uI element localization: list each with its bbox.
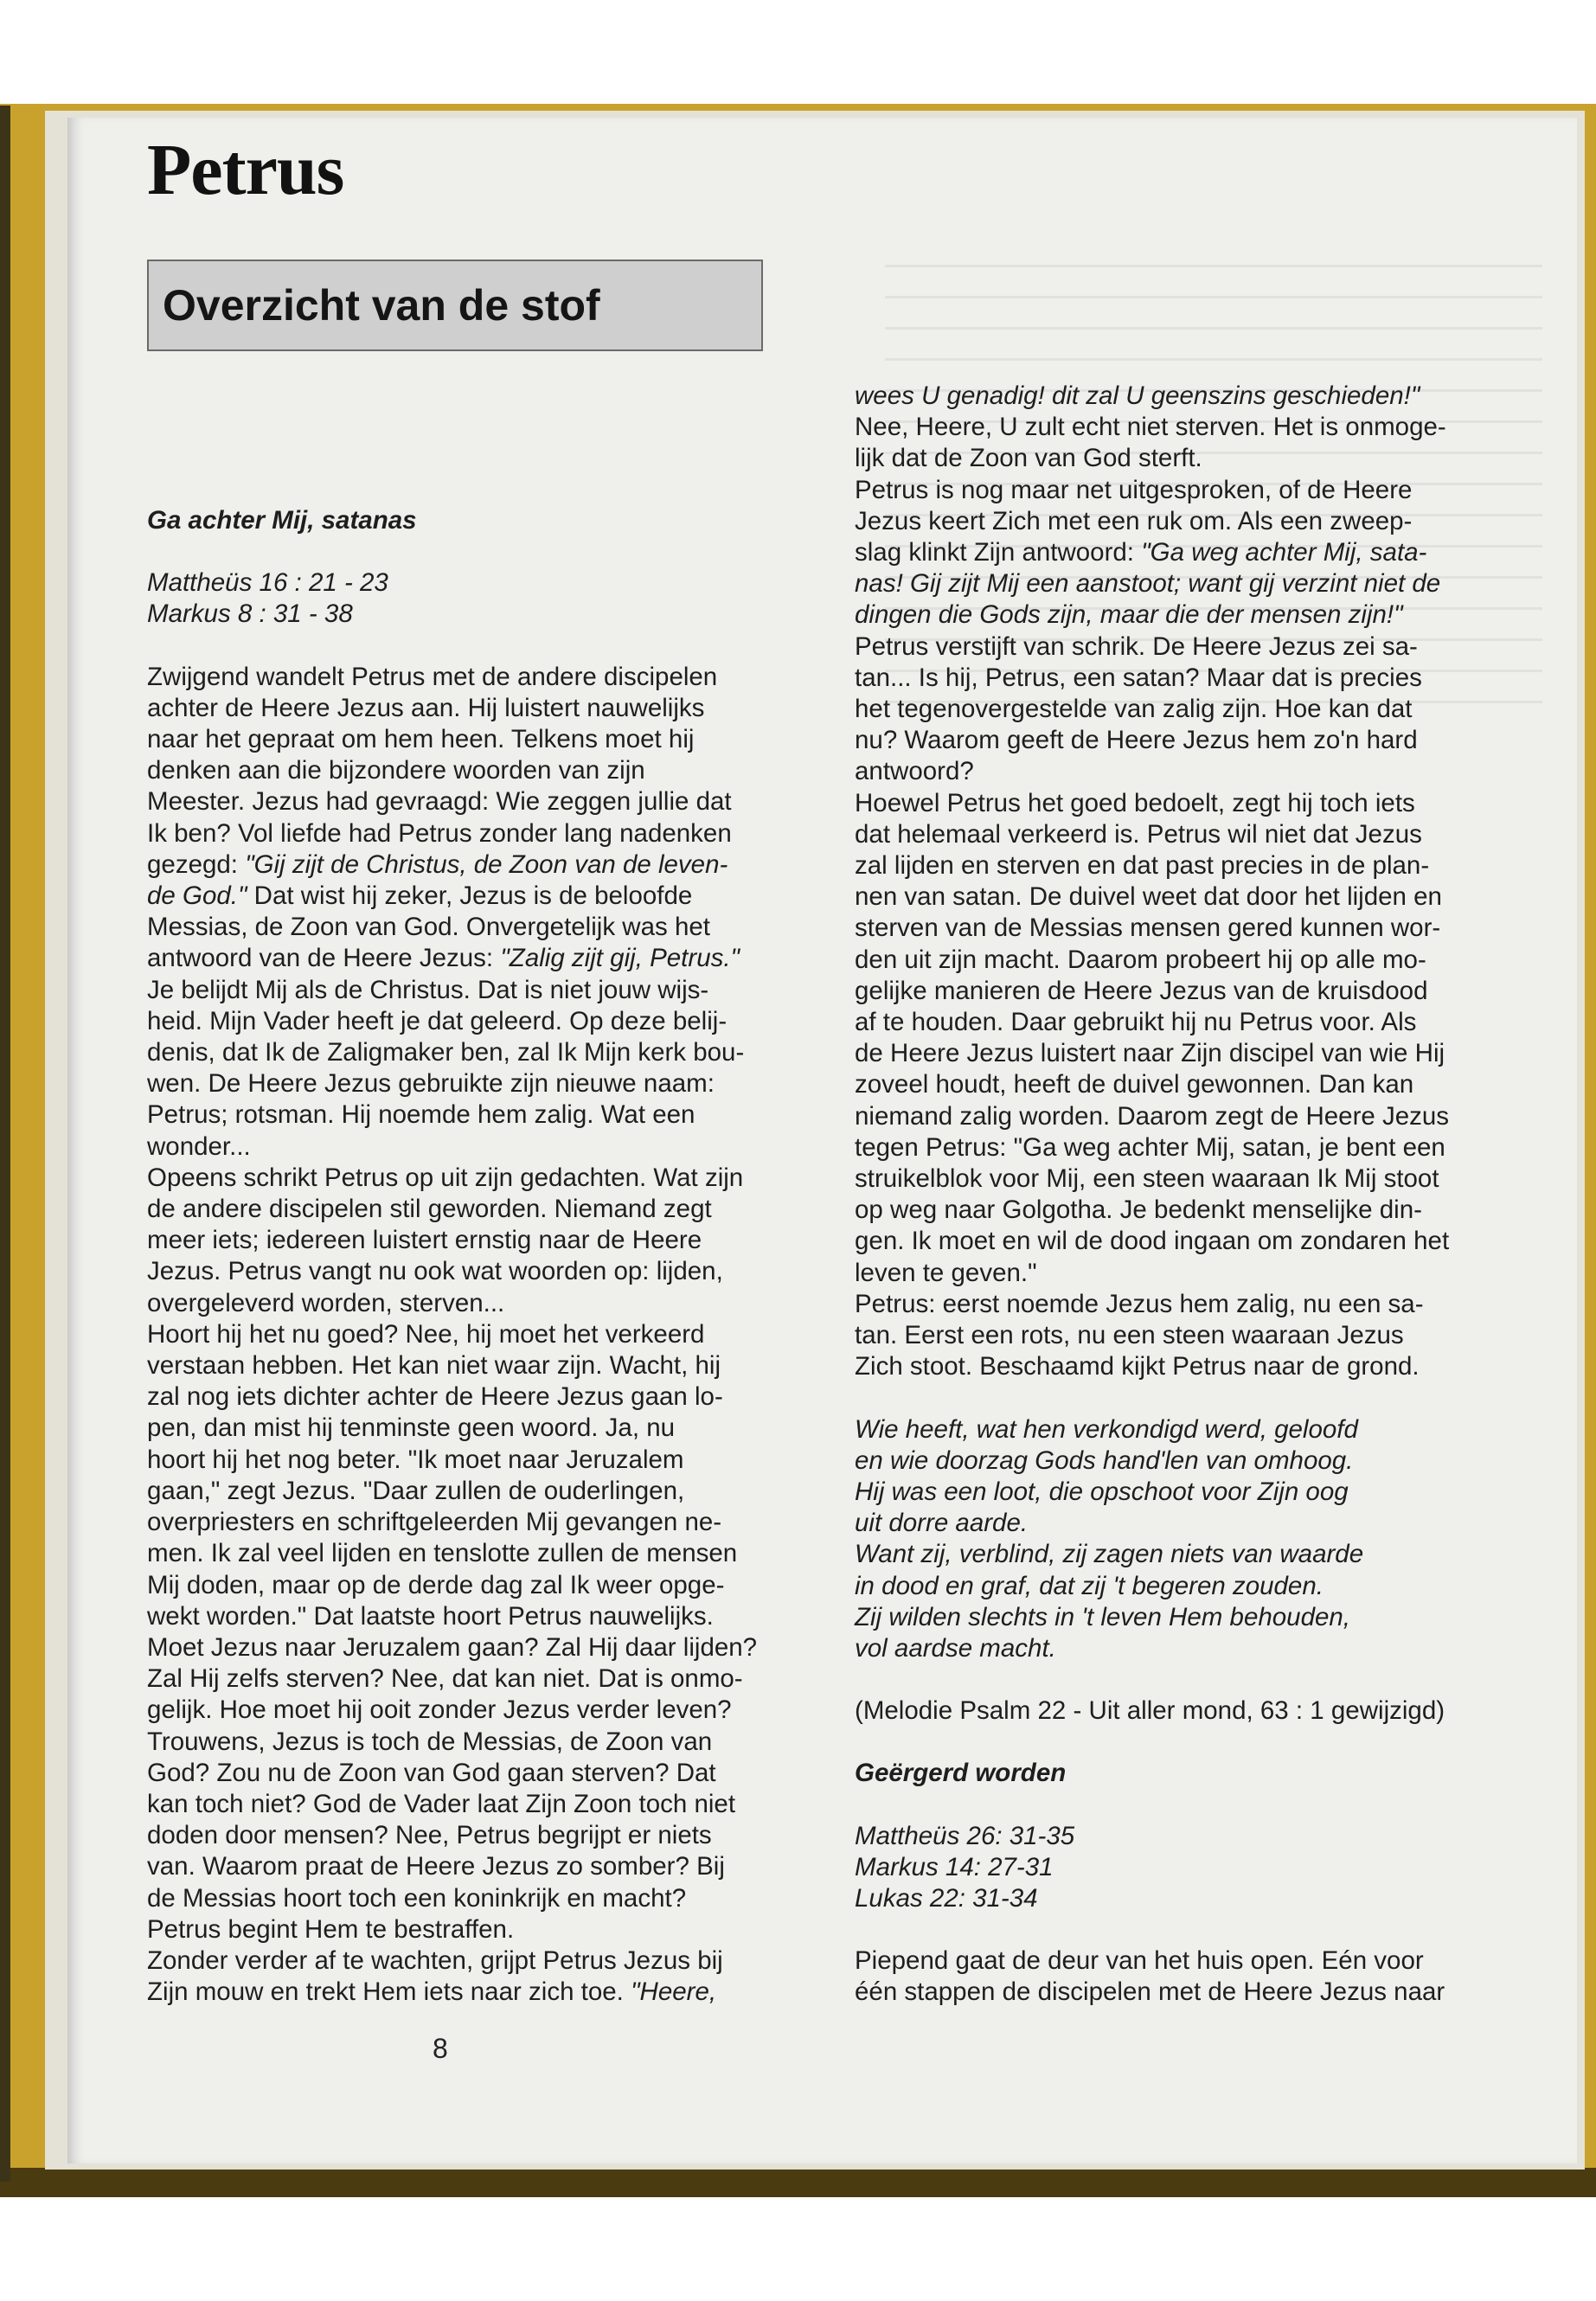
text-line [147, 1727, 804, 1758]
text-line [855, 1945, 1547, 1977]
bible-reference: Lukas 22: 31-34 [855, 1883, 1038, 1913]
text-segment: Zich stoot. Beschaamd kijkt Petrus naar de grond. [855, 1352, 1420, 1381]
text-line [147, 1851, 804, 1882]
text-segment: het tegenovergestelde van zalig zijn. Hoe kan dat [855, 695, 1413, 724]
left-text-column [147, 505, 804, 2008]
text-segment: wekt worden." Dat laatste hoort Petrus nauwelijks. [147, 1601, 714, 1631]
italic-text: "Ga weg achter Mij, sata- [1141, 538, 1427, 567]
text-line [855, 412, 1547, 443]
text-segment: zal lijden en sterven en dat past precies in de plan- [855, 851, 1430, 881]
text-segment: Messias, de Zoon van God. Onvergetelijk was het [147, 913, 710, 942]
text-line [147, 1225, 804, 1256]
text-segment: Hoort hij het nu goed? Nee, hij moet het verkeerd [147, 1319, 705, 1349]
text-line [855, 756, 1547, 787]
text-line [147, 1914, 804, 1945]
page-number: 8 [433, 2033, 448, 2064]
bible-reference: Markus 8 : 31 - 38 [147, 599, 353, 629]
text-line [855, 945, 1547, 976]
text-segment: Jezus keert Zich met een ruk om. Als een zweep- [855, 506, 1413, 535]
text-segment: Piepend gaat de deur van het huis open. Eén voor [855, 1946, 1424, 1976]
text-segment: Petrus is nog maar net uitgesproken, of de Heere [855, 475, 1413, 504]
text-line [855, 475, 1547, 506]
paragraph-gap [147, 536, 804, 567]
text-line [855, 1258, 1547, 1289]
text-line [147, 786, 804, 817]
text-segment: lijk dat de Zoon van God sterft. [855, 444, 1202, 473]
text-segment: naar het gepraat om hem heen. Telkens moet hij [147, 725, 695, 754]
bible-reference: Mattheüs 16 : 21 - 23 [147, 568, 388, 598]
text-line [855, 1633, 1547, 1664]
text-line [855, 1695, 1547, 1727]
text-segment: gelijk. Hoe moet hij ooit zonder Jezus verder leven? [147, 1695, 732, 1725]
text-line [147, 1789, 804, 1820]
text-line [855, 631, 1547, 663]
italic-text: "Gij zijt de Christus, de Zoon van de leven- [245, 849, 728, 879]
bible-reference: Markus 14: 27-31 [855, 1852, 1054, 1881]
text-line [855, 506, 1547, 537]
text-line [855, 1195, 1547, 1226]
text-segment: meer iets; iedereen luistert ernstig naar de Heere [147, 1226, 702, 1255]
text-line [855, 1477, 1547, 1508]
text-segment: men. Ik zal veel lijden en tenslotte zullen de mensen [147, 1539, 738, 1568]
text-line [147, 818, 804, 849]
text-segment: Zijn mouw en trekt Hem iets naar zich toe. [147, 1977, 631, 2007]
text-line [855, 1414, 1547, 1445]
text-segment: Petrus verstijft van schrik. De Heere Jezus zei sa- [855, 631, 1418, 661]
text-line [147, 1570, 804, 1601]
text-line [147, 1695, 804, 1726]
text-line [147, 1037, 804, 1068]
text-line [855, 913, 1547, 944]
text-line [147, 912, 804, 943]
text-segment: pen, dan mist hij tenminste geen woord. Ja, nu [147, 1413, 676, 1443]
text-segment: Meester. Jezus had gevraagd: Wie zeggen jullie dat [147, 787, 732, 817]
italic-text: "Heere, [631, 1977, 717, 2007]
italic-text: "Zalig zijt gij, Petrus." [500, 944, 740, 973]
text-segment: denis, dat Ik de Zaligmaker ben, zal Ik Mijn kerk bou- [147, 1038, 745, 1067]
text-line [147, 943, 804, 974]
paragraph-gap [147, 631, 804, 662]
scan-background [0, 0, 1596, 104]
text-segment: kan toch niet? God de Vader laat Zijn Zoon toch niet [147, 1789, 736, 1818]
text-line [147, 1601, 804, 1632]
italic-text: Wie heeft, wat hen verkondigd werd, geloofd [855, 1414, 1358, 1444]
text-line [855, 788, 1547, 819]
text-line [147, 1445, 804, 1476]
text-line [855, 1320, 1547, 1351]
text-line [855, 1508, 1547, 1539]
text-line [147, 1663, 804, 1695]
text-segment: de andere discipelen stil geworden. Niemand zegt [147, 1195, 712, 1224]
text-segment: Nee, Heere, U zult echt niet sterven. Het is onmoge- [855, 413, 1446, 442]
text-segment: hoort hij het nog beter. "Ik moet naar Jeruzalem [147, 1445, 684, 1474]
text-line [147, 1820, 804, 1851]
text-line [147, 1945, 804, 1977]
text-line [855, 1132, 1547, 1163]
text-line [147, 1256, 804, 1287]
paragraph-gap [855, 1727, 1547, 1758]
text-segment: Mij doden, maar op de derde dag zal Ik weer opge- [147, 1570, 725, 1599]
italic-text: en wie doorzag Gods hand'len van omhoog. [855, 1445, 1354, 1475]
text-segment: zoveel houdt, heeft de duivel gewonnen. Dan kan [855, 1070, 1414, 1099]
text-line [855, 1226, 1547, 1257]
text-segment: wen. De Heere Jezus gebruikte zijn nieuwe naam: [147, 1069, 715, 1099]
italic-text: wees U genadig! dit zal U geenszins geschieden!" [855, 381, 1420, 410]
text-segment: slag klinkt Zijn antwoord: [855, 538, 1142, 567]
text-line [855, 881, 1547, 913]
text-segment: van. Waarom praat de Heere Jezus zo somber? Bij [147, 1852, 725, 1881]
text-line [855, 1069, 1547, 1100]
text-line [147, 975, 804, 1006]
text-line [147, 1288, 804, 1319]
text-line [147, 1163, 804, 1194]
page-title: Petrus [147, 130, 344, 210]
text-line [147, 1883, 804, 1914]
text-line [855, 1038, 1547, 1069]
text-segment: Trouwens, Jezus is toch de Messias, de Zoon van [147, 1727, 713, 1756]
text-segment: één stappen de discipelen met de Heere Jezus naar [855, 1977, 1445, 2007]
text-segment: Petrus: eerst noemde Jezus hem zalig, nu een sa- [855, 1289, 1424, 1318]
text-segment: gaan," zegt Jezus. "Daar zullen de ouderlingen, [147, 1476, 685, 1505]
text-line [855, 1539, 1547, 1570]
text-line [147, 1538, 804, 1569]
text-line [855, 819, 1547, 850]
text-line [855, 1289, 1547, 1320]
paragraph-gap [855, 1790, 1547, 1821]
subsection-heading: Ga achter Mij, satanas [147, 506, 417, 535]
text-segment: heid. Mijn Vader heeft je dat geleerd. Op deze belij- [147, 1006, 727, 1035]
text-line [855, 725, 1547, 756]
italic-text: nas! Gij zijt Mij een aanstoot; want gij verzint niet de [855, 569, 1441, 599]
text-line [147, 755, 804, 786]
text-line [147, 724, 804, 755]
text-segment: Moet Jezus naar Jeruzalem gaan? Zal Hij daar lijden? [147, 1632, 758, 1662]
text-line [855, 599, 1547, 631]
paragraph-gap [855, 1383, 1547, 1414]
text-segment: Petrus; rotsman. Hij noemde hem zalig. Wat een [147, 1100, 695, 1130]
text-line [855, 663, 1547, 694]
text-segment: gen. Ik moet en wil de dood ingaan om zondaren het [855, 1227, 1450, 1256]
text-segment: nen van satan. De duivel weet dat door het lijden en [855, 882, 1442, 912]
text-segment: antwoord van de Heere Jezus: [147, 944, 501, 973]
text-line [855, 1977, 1547, 2008]
section-heading-box [147, 260, 763, 351]
text-segment: achter de Heere Jezus aan. Hij luistert nauwelijks [147, 693, 705, 722]
italic-text: Hij was een loot, die opschoot voor Zijn oog [855, 1477, 1349, 1506]
text-line [147, 1131, 804, 1163]
text-segment: op weg naar Golgotha. Je bedenkt menselijke din- [855, 1195, 1422, 1225]
text-segment: Zwijgend wandelt Petrus met de andere discipelen [147, 662, 718, 691]
text-segment: antwoord? [855, 757, 974, 786]
paragraph-gap [855, 1914, 1547, 1945]
text-line [855, 537, 1547, 568]
text-line [147, 1507, 804, 1538]
text-line [147, 881, 804, 912]
text-segment: Dat wist hij zeker, Jezus is de beloofde [247, 881, 693, 911]
text-segment: tan... Is hij, Petrus, een satan? Maar dat is precies [855, 663, 1422, 692]
text-segment: Ik ben? Vol liefde had Petrus zonder lang nadenken [147, 818, 732, 848]
italic-text: vol aardse macht. [855, 1633, 1056, 1663]
italic-text: Want zij, verblind, zij zagen niets van waarde [855, 1540, 1364, 1569]
text-segment: God? Zou nu de Zoon van God gaan sterven? Dat [147, 1758, 716, 1787]
text-segment: overgeleverd worden, sterven... [147, 1288, 505, 1317]
text-segment: zal nog iets dichter achter de Heere Jezus gaan lo- [147, 1382, 723, 1412]
text-segment: Opeens schrikt Petrus op uit zijn gedachten. Wat zijn [147, 1163, 744, 1192]
text-line [147, 1350, 804, 1381]
text-line [147, 693, 804, 724]
text-line [147, 1194, 804, 1225]
text-line [147, 1413, 804, 1444]
text-segment: doden door mensen? Nee, Petrus begrijpt er niets [147, 1821, 712, 1850]
text-segment: niemand zalig worden. Daarom zegt de Heere Jezus [855, 1101, 1450, 1131]
text-line [147, 1099, 804, 1131]
text-line [147, 1476, 804, 1507]
text-line [147, 1632, 804, 1663]
text-line [855, 381, 1547, 412]
text-line [855, 850, 1547, 881]
text-segment: tan. Eerst een rots, nu een steen waaraan Jezus [855, 1321, 1404, 1350]
text-segment: denken aan die bijzondere woorden van zijn [147, 756, 645, 785]
text-segment: Zonder verder af te wachten, grijpt Petrus Jezus bij [147, 1945, 723, 1975]
italic-text: uit dorre aarde. [855, 1509, 1029, 1538]
text-line [147, 849, 804, 881]
text-line [855, 1602, 1547, 1633]
text-segment: wonder... [147, 1131, 251, 1161]
italic-text: dingen die Gods zijn, maar die der mensen zijn!" [855, 600, 1403, 630]
text-segment: de Heere Jezus luistert naar Zijn discipel van wie Hij [855, 1039, 1445, 1068]
text-line [147, 1758, 804, 1789]
text-line [147, 662, 804, 693]
italic-text: Zij wilden slechts in 't leven Hem behouden, [855, 1602, 1350, 1631]
book-spine [0, 106, 10, 2182]
text-line [147, 1381, 804, 1413]
text-segment: Hoewel Petrus het goed bedoelt, zegt hij toch iets [855, 788, 1415, 817]
text-segment: verstaan hebben. Het kan niet waar zijn. Wacht, hij [147, 1351, 721, 1381]
subsection-heading: Geërgerd worden [855, 1759, 1067, 1788]
paragraph-gap [855, 1664, 1547, 1695]
section-heading: Overzicht van de stof [163, 281, 600, 330]
text-line [855, 1571, 1547, 1602]
text-line [855, 1007, 1547, 1038]
text-segment: gelijke manieren de Heere Jezus van de kruisdood [855, 976, 1428, 1005]
text-segment: Jezus. Petrus vangt nu ook wat woorden op: lijden, [147, 1257, 723, 1286]
text-line [855, 1101, 1547, 1132]
text-line [147, 1068, 804, 1099]
text-segment: nu? Waarom geeft de Heere Jezus hem zo'n hard [855, 726, 1418, 755]
text-segment: leven te geven." [855, 1258, 1037, 1287]
text-line [855, 1445, 1547, 1477]
text-segment: den uit zijn macht. Daarom probeert hij op alle mo- [855, 945, 1426, 974]
text-line [855, 976, 1547, 1007]
bible-reference: Mattheüs 26: 31-35 [855, 1821, 1075, 1850]
text-line [855, 568, 1547, 599]
right-text-column [855, 381, 1547, 2009]
text-segment: dat helemaal verkeerd is. Petrus wil niet dat Jezus [855, 819, 1422, 849]
text-line [147, 1977, 804, 2008]
text-segment: overpriesters en schriftgeleerden Mij gevangen ne- [147, 1508, 722, 1537]
text-segment: struikelblok voor Mij, een steen waaraan Ik Mij stoot [855, 1164, 1439, 1194]
text-line [855, 694, 1547, 725]
text-segment: Je belijdt Mij als de Christus. Dat is niet jouw wijs- [147, 975, 709, 1004]
italic-text: de God." [147, 881, 247, 911]
italic-text: in dood en graf, dat zij 't begeren zouden. [855, 1571, 1324, 1600]
text-line [855, 1163, 1547, 1195]
text-segment: de Messias hoort toch een koninkrijk en macht? [147, 1883, 687, 1913]
text-segment: (Melodie Psalm 22 - Uit aller mond, 63 : 1 gewijzigd) [855, 1696, 1445, 1726]
text-line [147, 1319, 804, 1350]
text-line [855, 443, 1547, 474]
text-segment: gezegd: [147, 849, 246, 879]
text-line [147, 1006, 804, 1037]
text-segment: sterven van de Messias mensen gered kunnen wor- [855, 913, 1441, 943]
text-segment: tegen Petrus: "Ga weg achter Mij, satan, je bent een [855, 1132, 1445, 1162]
text-segment: Petrus begint Hem te bestraffen. [147, 1914, 515, 1944]
text-segment: Zal Hij zelfs sterven? Nee, dat kan niet. Dat is onmo- [147, 1664, 743, 1694]
text-segment: af te houden. Daar gebruikt hij nu Petrus voor. Als [855, 1008, 1417, 1037]
text-line [855, 1351, 1547, 1382]
